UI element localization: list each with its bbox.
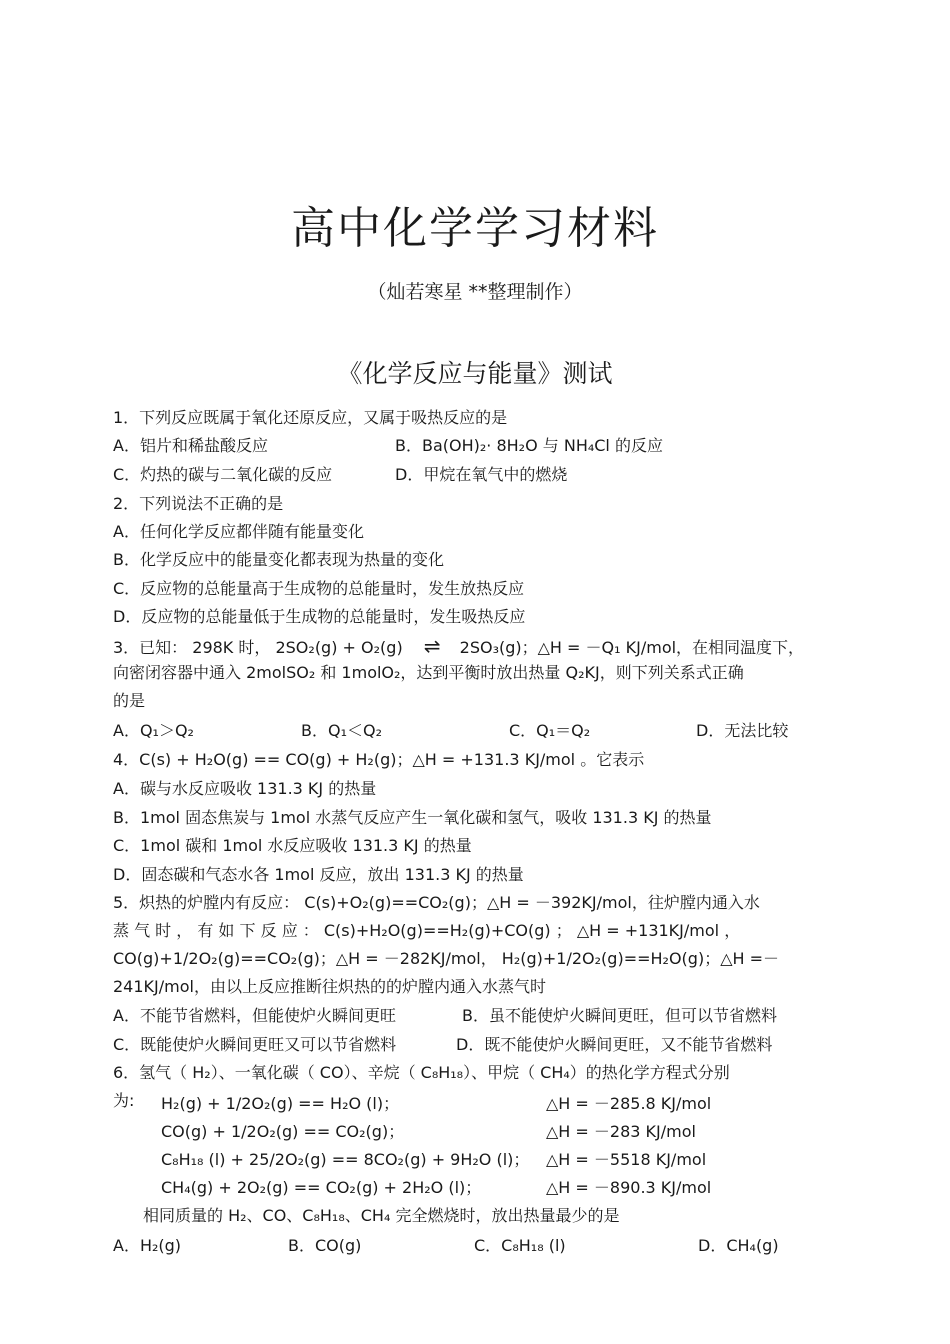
q3-option-c: C．Q₁＝Q₂	[509, 721, 591, 740]
q6-enthalpy-3: △H = －5518 KJ/mol	[546, 1150, 707, 1169]
q3-line1	[113, 635, 804, 659]
q6-equation-3: C₈H₁₈ (l) + 25/2O₂(g) == 8CO₂(g) + 9H₂O (l)；	[161, 1150, 530, 1169]
q1-stem: 1．下列反应既属于氧化还原反应，又属于吸热反应的是	[113, 408, 508, 427]
q6-enthalpy-1: △H = －285.8 KJ/mol	[546, 1094, 712, 1113]
q6-prefix: 为:	[113, 1091, 135, 1110]
q5-line1: 5．炽热的炉膛内有反应： C(s)+O₂(g)==CO₂(g)；△H = －392KJ/mol，往炉膛内通入水	[113, 893, 760, 912]
q6-option-d: D．CH₄(g)	[698, 1236, 779, 1255]
q3-line2: 向密闭容器中通入 2molSO₂ 和 1molO₂，达到平衡时放出热量 Q₂KJ，则下列关系式正确	[113, 663, 744, 682]
q1-option-d: D．甲烷在氧气中的燃烧	[395, 465, 568, 484]
q6-equation-4: CH₄(g) + 2O₂(g) == CO₂(g) + 2H₂O (l)；	[161, 1178, 482, 1197]
q2-stem: 2．下列说法不正确的是	[113, 494, 284, 513]
q4-option-a: A．碳与水反应吸收 131.3 KJ 的热量	[113, 779, 377, 798]
q5-option-a: A．不能节省燃料，但能使炉火瞬间更旺	[113, 1006, 396, 1025]
q5-line2: 蒸 气 时 ， 有 如 下 反 应 ： C(s)+H₂O(g)==H₂(g)+CO(g) ； △H = +131KJ/mol ，	[113, 921, 741, 940]
q2-option-c: C．反应物的总能量高于生成物的总能量时，发生放热反应	[113, 579, 525, 598]
q6-option-b: B．CO(g)	[288, 1236, 362, 1255]
q1-option-c: C．灼热的碳与二氧化碳的反应	[113, 465, 333, 484]
q3-option-d: D．无法比较	[696, 721, 789, 740]
q6-option-c: C．C₈H₁₈ (l)	[474, 1236, 566, 1255]
q2-option-b: B．化学反应中的能量变化都表现为热量的变化	[113, 550, 444, 569]
q4-option-c: C．1mol 碳和 1mol 水反应吸收 131.3 KJ 的热量	[113, 836, 472, 855]
q3-line1-left: 3．已知： 298K 时， 2SO₂(g) + O₂(g)	[113, 638, 403, 657]
page-subtitle: （灿若寒星 **整理制作）	[367, 281, 583, 303]
q6-question: 相同质量的 H₂、CO、C₈H₁₈、CH₄ 完全燃烧时，放出热量最少的是	[143, 1206, 620, 1225]
q1-option-b: B．Ba(OH)₂· 8H₂O 与 NH₄Cl 的反应	[395, 436, 663, 455]
page-title: 高中化学学习材料	[291, 203, 659, 254]
q5-line4: 241KJ/mol，由以上反应推断往炽热的的炉膛内通入水蒸气时	[113, 977, 546, 996]
q6-enthalpy-4: △H = －890.3 KJ/mol	[546, 1178, 712, 1197]
test-title: 《化学反应与能量》测试	[337, 359, 613, 388]
q4-option-d: D．固态碳和气态水各 1mol 反应，放出 131.3 KJ 的热量	[113, 865, 524, 884]
q4-option-b: B．1mol 固态焦炭与 1mol 水蒸气反应产生一氧化碳和氢气，吸收 131.3 KJ 的热量	[113, 808, 712, 827]
equilibrium-arrow-icon: ⇌	[423, 634, 441, 658]
q5-line3: CO(g)+1/2O₂(g)==CO₂(g)；△H = －282KJ/mol， H₂(g)+1/2O₂(g)==H₂O(g)；△H =－	[113, 949, 780, 968]
q6-option-a: A．H₂(g)	[113, 1236, 182, 1255]
q6-enthalpy-2: △H = －283 KJ/mol	[546, 1122, 696, 1141]
q5-option-c: C．既能使炉火瞬间更旺又可以节省燃料	[113, 1035, 397, 1054]
q5-option-b: B．虽不能使炉火瞬间更旺，但可以节省燃料	[462, 1006, 777, 1025]
q6-equation-1: H₂(g) + 1/2O₂(g) == H₂O (l)；	[161, 1094, 400, 1113]
q3-line3: 的是	[113, 691, 146, 710]
q6-line1: 6．氢气（ H₂）、一氧化碳（ CO）、辛烷（ C₈H₁₈）、甲烷（ CH₄）的热化学方程式分别	[113, 1063, 730, 1082]
q2-option-d: D．反应物的总能量低于生成物的总能量时，发生吸热反应	[113, 607, 526, 626]
q1-option-a: A．铝片和稀盐酸反应	[113, 436, 268, 455]
q4-stem: 4．C(s) + H₂O(g) == CO(g) + H₂(g)；△H = +131.3 KJ/mol 。它表示	[113, 750, 645, 769]
q3-line1-right: 2SO₃(g)；△H = －Q₁ KJ/mol，在相同温度下，	[459, 638, 805, 657]
q2-option-a: A．任何化学反应都伴随有能量变化	[113, 522, 364, 541]
q3-option-b: B．Q₁＜Q₂	[301, 721, 382, 740]
q3-option-a: A．Q₁＞Q₂	[113, 721, 194, 740]
q5-option-d: D．既不能使炉火瞬间更旺，又不能节省燃料	[456, 1035, 773, 1054]
q6-equation-2: CO(g) + 1/2O₂(g) == CO₂(g)；	[161, 1122, 405, 1141]
